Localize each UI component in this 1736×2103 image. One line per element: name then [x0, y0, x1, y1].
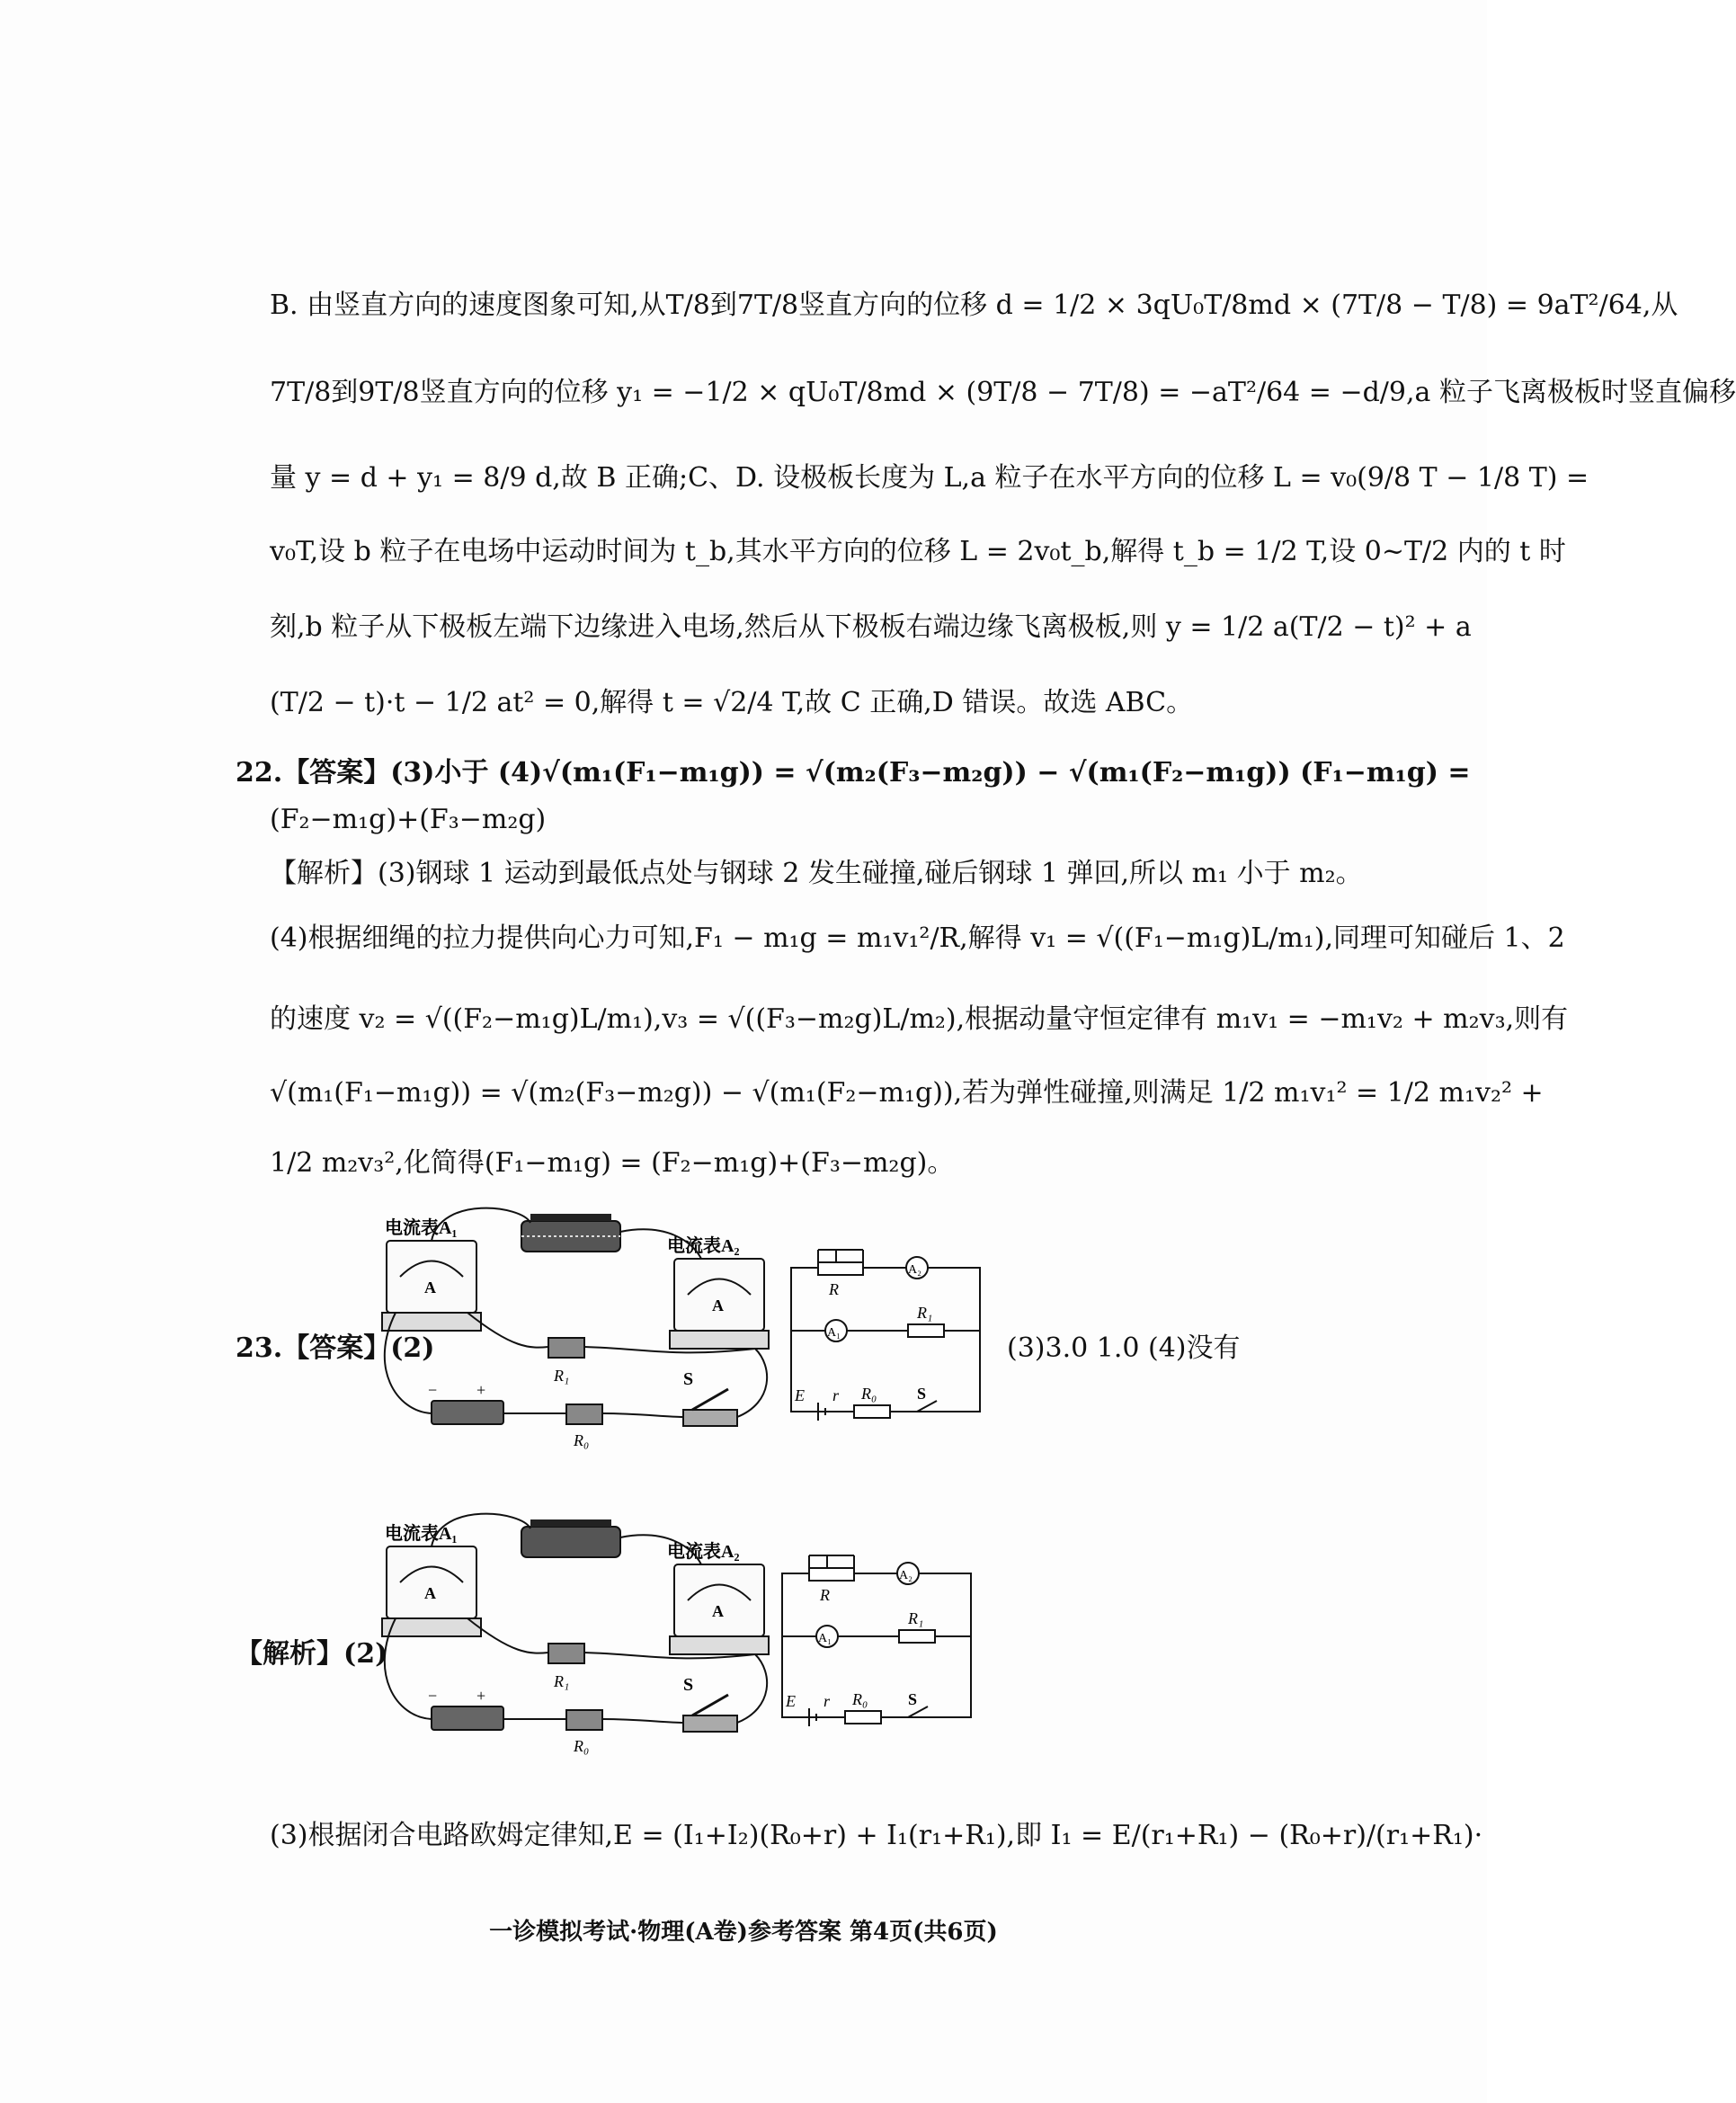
q21-line-1: B. 由竖直方向的速度图象可知,从T/8到7T/8竖直方向的位移 d = 1/2 × 3qU₀T/8md × (7T/8 − T/8) = 9aT²/64,从	[270, 290, 1678, 321]
circuit-schematic-answer	[782, 1241, 989, 1421]
q22-analysis-line-2: (4)根据细绳的拉力提供向心力可知,F₁ − m₁g = m₁v₁²/R,解得 v₁ = √((F₁−m₁g)L/m₁),同理可知碰后 1、2	[270, 922, 1565, 954]
schematic-e-label: E	[786, 1692, 796, 1710]
q22-analysis-line-5: 1/2 m₂v₃²,化简得(F₁−m₁g) = (F₂−m₁g)+(F₃−m₂g)。	[270, 1147, 955, 1179]
q21-line-3: 量 y = d + y₁ = 8/9 d,故 B 正确;C、D. 设极板长度为 L,a 粒子在水平方向的位移 L = v₀(9/8 T − 1/8 T) =	[270, 462, 1589, 494]
q23-answer-label: 23.【答案】(2)	[236, 1332, 435, 1364]
meter-a2-letter: A	[712, 1602, 724, 1620]
q23-analysis-label: 【解析】(2)	[236, 1638, 388, 1670]
q22-analysis-line-1: 【解析】(3)钢球 1 运动到最低点处与钢球 2 发生碰撞,碰后钢球 1 弹回,所以 m₁ 小于 m₂。	[270, 858, 1363, 889]
r0-label: R₀	[574, 1737, 590, 1755]
r1-label: R₁	[554, 1672, 570, 1690]
battery-icon	[432, 1401, 503, 1424]
ammeter-a2-label: 电流表A₂	[667, 1542, 740, 1562]
meter-a1-letter: A	[424, 1584, 436, 1602]
battery-icon	[432, 1706, 503, 1730]
schematic-e-label: E	[795, 1386, 805, 1404]
schematic-a2-label: A₂	[908, 1263, 921, 1277]
battery-plus: +	[476, 1687, 486, 1705]
circuit-schematic-analysis	[773, 1546, 980, 1726]
resistor-r0-icon	[566, 1710, 602, 1730]
schematic-r0-label: R₀	[852, 1690, 868, 1708]
schematic-r1-label: R₁	[917, 1304, 933, 1322]
wiring-diagram-analysis	[378, 1510, 773, 1753]
switch-icon	[683, 1695, 737, 1732]
q21-line-6: (T/2 − t)·t − 1/2 at² = 0,解得 t = √2/4 T,故 C 正确,D 错误。故选 ABC。	[270, 687, 1194, 718]
wiring-diagram-answer	[378, 1205, 773, 1448]
q21-line-5: 刻,b 粒子从下极板左端下边缘进入电场,然后从下极板右端边缘飞离极板,则 y = 1/2 a(T/2 − t)² + a	[270, 611, 1472, 643]
q23-analysis-line-3: (3)根据闭合电路欧姆定律知,E = (I₁+I₂)(R₀+r) + I₁(r₁+R₁),即 I₁ = E/(r₁+R₁) − (R₀+r)/(r₁+R₁)·	[270, 1820, 1483, 1851]
q23-answer-rest: (3)3.0 1.0 (4)没有	[1007, 1332, 1241, 1364]
schematic-a1-label: A₁	[827, 1326, 841, 1340]
schematic-r0-label: R₀	[861, 1385, 877, 1403]
rheostat-icon	[521, 1519, 620, 1557]
q21-line-4: v₀T,设 b 粒子在电场中运动时间为 t_b,其水平方向的位移 L = 2v₀t_b,解得 t_b = 1/2 T,设 0~T/2 内的 t 时	[270, 536, 1566, 567]
meter-a1-letter: A	[424, 1279, 436, 1297]
schematic-a1-label: A₁	[818, 1632, 832, 1645]
resistor-r1-icon	[548, 1338, 584, 1358]
ammeter-a1-label: 电流表A₁	[385, 1218, 458, 1238]
rheostat-icon	[521, 1214, 620, 1252]
q21-line-2: 7T/8到9T/8竖直方向的位移 y₁ = −1/2 × qU₀T/8md × (9T/8 − 7T/8) = −aT²/64 = −d/9,a 粒子飞离极板时竖直偏移	[270, 377, 1736, 408]
battery-minus: −	[428, 1687, 438, 1705]
schematic-r-internal-label: r	[832, 1386, 840, 1404]
battery-plus: +	[476, 1381, 486, 1399]
schematic-r-label: R	[829, 1280, 839, 1298]
meter-a2-letter: A	[712, 1297, 724, 1314]
switch-label: S	[683, 1369, 694, 1389]
schematic-s-label: S	[917, 1385, 927, 1403]
ammeter-a2-label: 电流表A₂	[667, 1236, 740, 1256]
schematic-r-label: R	[820, 1586, 830, 1604]
r1-label: R₁	[554, 1367, 570, 1385]
q22-answer-line-2: (F₂−m₁g)+(F₃−m₂g)	[270, 804, 547, 835]
q22-analysis-line-4: √(m₁(F₁−m₁g)) = √(m₂(F₃−m₂g)) − √(m₁(F₂−m₁g)),若为弹性碰撞,则满足 1/2 m₁v₁² = 1/2 m₁v₂² +	[270, 1077, 1544, 1109]
q22-analysis-line-3: 的速度 v₂ = √((F₂−m₁g)L/m₁),v₃ = √((F₃−m₂g)L/m₂),根据动量守恒定律有 m₁v₁ = −m₁v₂ + m₂v₃,则有	[270, 1003, 1569, 1035]
schematic-r1-label: R₁	[908, 1609, 924, 1627]
resistor-r1-icon	[548, 1644, 584, 1663]
switch-label: S	[683, 1675, 694, 1695]
page-footer: 一诊模拟考试·物理(A卷)参考答案 第4页(共6页)	[489, 1919, 998, 1946]
q22-answer-line-1: 22.【答案】(3)小于 (4)√(m₁(F₁−m₁g)) = √(m₂(F₃−m₂g)) − √(m₁(F₂−m₁g)) (F₁−m₁g) =	[236, 757, 1471, 789]
resistor-r0-icon	[566, 1404, 602, 1424]
switch-icon	[683, 1389, 737, 1426]
ammeter-a1-label: 电流表A₁	[385, 1524, 458, 1544]
schematic-s-label: S	[908, 1690, 918, 1708]
battery-minus: −	[428, 1381, 438, 1399]
r0-label: R₀	[574, 1431, 590, 1449]
schematic-a2-label: A₂	[899, 1569, 913, 1582]
schematic-r-internal-label: r	[823, 1692, 831, 1710]
